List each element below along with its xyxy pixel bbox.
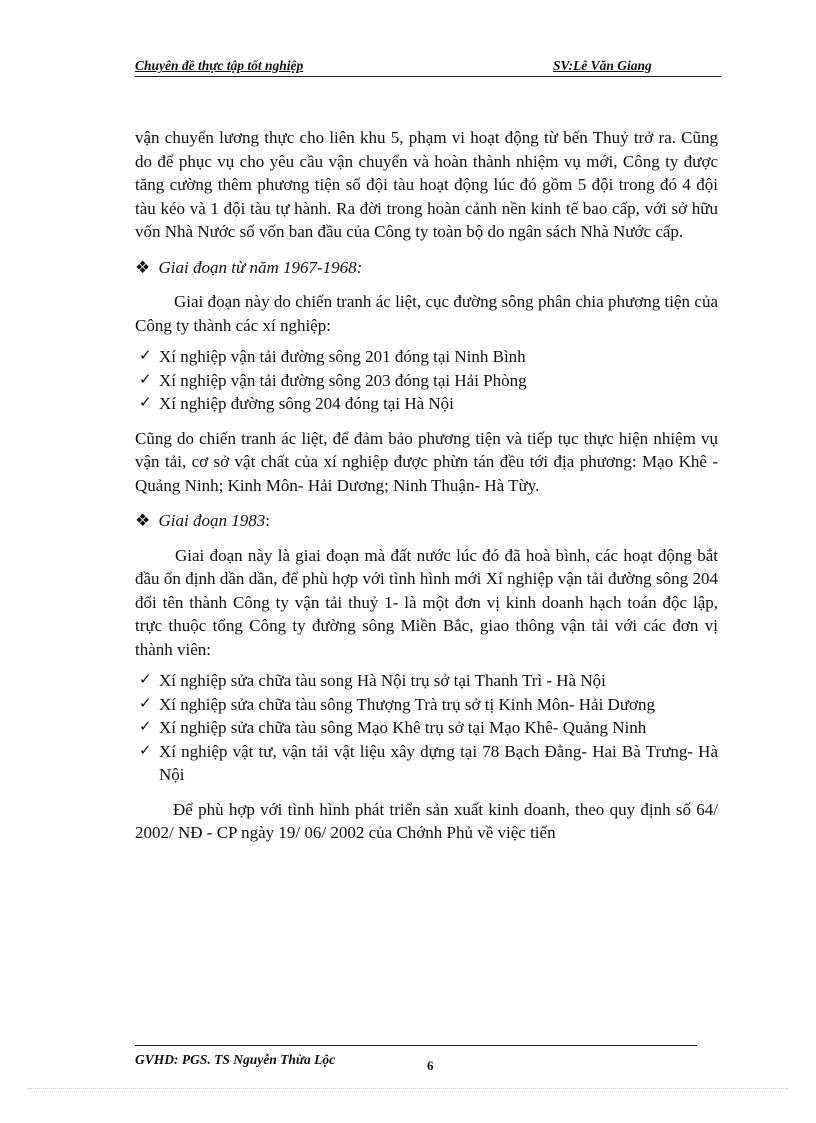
- section-heading-1967-text: Giai đoạn từ năm 1967-1968:: [158, 257, 363, 277]
- check-icon: ✓: [139, 719, 152, 735]
- header-student: SV:Lê Văn Giang: [553, 58, 652, 73]
- page-header: [135, 56, 721, 77]
- check-icon: ✓: [139, 348, 152, 364]
- list-item: ✓ Xí nghiệp vật tư, vận tải vật liệu xây dựng tại 78 Bạch Đằng- Hai Bà Trưng- Hà Nội: [139, 741, 718, 784]
- section-heading-1967: [135, 256, 718, 280]
- page-footer: [135, 1045, 697, 1086]
- check-icon: ✓: [139, 371, 152, 388]
- list-item: ✓ Xí nghiệp sửa chữa tàu sông Mạo Khê trụ sở tại Mạo Khê- Quảng Ninh: [135, 716, 718, 740]
- footer-supervisor: GVHD: PGS. TS Nguyễn Thừa Lộc: [135, 1052, 336, 1067]
- page-number: 6: [427, 1058, 434, 1073]
- diamond-bullet-icon: ❖: [135, 511, 151, 530]
- page-bottom-divider: [28, 1088, 788, 1089]
- check-icon: ✓: [139, 742, 152, 759]
- list-item: ✓ Xí nghiệp vận tải đường sông 201 đóng tại Ninh Bình: [135, 345, 718, 369]
- section-heading-1983-text: Giai đoạn 1983: [158, 511, 266, 530]
- check-icon: ✓: [139, 395, 152, 411]
- paragraph-5: Để phù hợp với tình hình phát triển sản xuất kinh doanh, theo quy định số 64/ 2002/ NĐ - CP ngày 19/ 06/ 2002 của Chớnh Phủ về việc tiến: [135, 799, 718, 842]
- list-item: ✓ Xí nghiệp vận tải đường sông 203 đóng tại Hải Phòng: [135, 369, 718, 393]
- section-heading-1983: [135, 509, 718, 533]
- check-icon: ✓: [139, 672, 152, 688]
- paragraph-3: Cũng do chiến tranh ác liệt, để đảm bảo phương tiện và tiếp tục thực hiện nhiệm vụ vận tải, cơ sở vật chất của xí nghiệp được phừn tán đều tới địa phương: Mạo Khê - Quảng Ninh; Kinh Môn- Hải Dương; Ninh Thuận- Hà Từy.: [135, 428, 718, 495]
- enterprise-list-2: [135, 669, 718, 787]
- list-item: ✓ Xí nghiệp đường sông 204 đóng tại Hà Nội: [135, 392, 718, 416]
- paragraph-1: vận chuyển lương thực cho liên khu 5, phạm vi hoạt động từ bến Thuỷ trở ra. Cũng do để phục vụ cho yêu cầu vận chuyển và hoàn thành nhiệm vụ mới, Công ty được tăng cường thêm phương tiện số đội tàu hoạt động lúc đó gồm 5 đội trong đó 4 đội tàu kéo và 1 đội tàu tự hành. Ra đời trong hoàn cảnh nền kinh tế bao cấp, với sở hữu vốn Nhà Nước số vốn ban đầu của Công ty toàn bộ do ngân sách Nhà Nước cấp.: [135, 128, 718, 241]
- check-icon: ✓: [139, 695, 152, 712]
- paragraph-4: Giai đoạn này là giai đoạn mà đất nước lúc đó đã hoà bình, các hoạt động bắt đầu ổn định dần dần, để phù hợp với tình hình mới Xí nghiệp vận tải đường sông 204 đổi tên thành Công ty vận tải thuỷ 1- là một đơn vị kinh doanh hạch toán độc lập, trực thuộc tổng Công ty đường sông Miền Bắc, giao thông vận tải với các đơn vị thành viên:: [135, 545, 718, 659]
- page-body: [135, 126, 718, 845]
- list-item: ✓ Xí nghiệp sửa chữa tàu sông Thượng Trà trụ sở tị Kinh Môn- Hải Dương: [135, 693, 718, 717]
- diamond-bullet-icon: ❖: [135, 257, 151, 277]
- enterprise-list-1: [135, 345, 718, 416]
- header-title: Chuyên đề thực tập tốt nghiệp: [135, 58, 304, 73]
- section-heading-1983-colon: :: [265, 511, 270, 530]
- list-item: ✓ Xí nghiệp sửa chữa tàu song Hà Nội trụ sở tại Thanh Trì - Hà Nội: [135, 669, 718, 693]
- paragraph-2: Giai đoạn này do chiến tranh ác liệt, cục đường sông phân chia phương tiện của Công ty thành các xí nghiệp:: [135, 292, 718, 335]
